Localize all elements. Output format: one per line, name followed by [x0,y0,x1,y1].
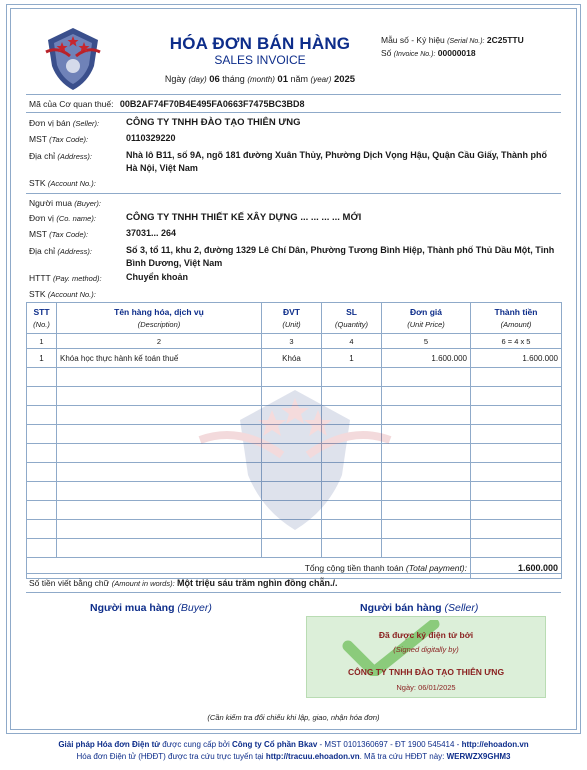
header-description [57,303,262,334]
item-description: Khóa học thực hành kế toán thuế [57,349,262,368]
footer-text: . Mã tra cứu HĐĐT này: [359,752,445,761]
divider [26,592,561,593]
header-en: (Unit Price) [407,319,445,329]
invoice-title: HÓA ĐƠN BÁN HÀNG [169,34,351,53]
date-month-label: tháng [222,74,245,84]
header-en: (Description) [137,319,181,329]
total-value: 1.600.000 [471,558,562,579]
divider [26,94,561,95]
seller-unit-label [29,118,99,128]
company-logo [40,22,106,94]
buyer-unit-label [29,213,96,223]
index-cell: 3 [262,334,322,349]
total-row [27,558,562,579]
divider [26,193,561,194]
tax-authority-code-value: 00B2AF74F70B4E495FA0663F7475BC3BD8 [119,99,305,109]
seller-address-label [29,151,92,161]
invoice-no-en: (Invoice No.): [393,51,436,58]
index-cell: 6 = 4 x 5 [471,334,562,349]
label-en: (Tax Code): [49,230,89,239]
lookup-code: WERWZX9GHM3 [446,752,511,761]
label-en: (Pay. method): [52,274,102,283]
item-quantity: 1 [322,349,382,368]
buyer-sign-label: Người mua hàng [90,602,175,614]
total-label: Tổng cộng tiền thanh toán [304,563,404,573]
label-text: Địa chỉ [29,151,55,161]
index-cell: 2 [57,334,262,349]
date-month-en: (month) [247,75,275,84]
date-day-label: Ngày [164,74,186,84]
seller-unit-value: CÔNG TY TNHH ĐÀO TẠO THIÊN ƯNG [126,117,301,128]
header-text: STT [33,306,50,317]
amount-in-words [29,578,338,588]
seller-stk-label [29,178,96,188]
table-row [27,349,562,368]
index-cell: 1 [27,334,57,349]
label-en: (Address): [57,247,92,256]
label-text: HTTT [29,273,51,283]
header-en: (Amount) [500,319,532,329]
seller-sign-label: Người bán hàng [360,602,442,614]
date-year-en: (year) [310,75,332,84]
date-year-value: 2025 [333,74,356,85]
seller-mst-value: 0110329220 [126,133,176,143]
signed-date: Ngày: 06/01/2025 [396,683,456,692]
header-text: Thành tiền [494,306,538,317]
label-en: (Account No.): [47,179,96,188]
label-text: Người mua [29,198,72,208]
buyer-stk-label [29,289,96,299]
header-en: (No.) [33,319,50,329]
index-cell: 4 [322,334,382,349]
words-value: Một triệu sáu trăm nghìn đồng chẵn./. [177,578,338,588]
item-no: 1 [27,349,57,368]
total-label-cell [27,558,471,579]
item-unit-price: 1.600.000 [382,349,471,368]
footer-link-ehoadon[interactable]: http://ehoadon.vn [461,740,529,749]
table-header-row [27,303,562,334]
label-text: Đơn vị [29,213,54,223]
footer-text: Giải pháp Hóa đơn Điện tử [58,740,161,749]
buyer-sign-en: (Buyer) [177,602,212,614]
label-en: (Address): [57,152,92,161]
seller-mst-label [29,134,88,144]
serial-label: Mẫu số - Ký hiệu [381,35,445,45]
footer-line-1 [0,740,587,749]
header-unit-price [382,303,471,334]
header-en: (Unit) [282,319,301,329]
seller-sign-en: (Seller) [444,602,479,614]
seller-signature-heading [360,602,478,614]
label-text: MST [29,229,47,239]
header-unit [262,303,322,334]
header-text: Tên hàng hóa, dịch vụ [114,306,204,317]
header-amount [471,303,562,334]
date-day-en: (day) [188,75,207,84]
serial-number [381,35,524,45]
date-day-value: 06 [209,74,220,85]
label-text: STK [29,178,46,188]
serial-en: (Serial No.): [447,38,485,45]
date-year-label: năm [290,74,309,84]
buyer-address-value: Số 3, tổ 11, khu 2, đường 1329 Lê Chí Dân, Phường Tương Bình Hiệp, Thành phố Thủ Dầu Một, Tỉnh Bình Dương, Việt Nam [126,245,555,268]
footer-text: được cung cấp bởi [162,740,230,749]
words-en: (Amount in words): [111,579,175,588]
label-text: Địa chỉ [29,246,55,256]
header-text: Đơn giá [409,306,443,317]
watermark-logo [190,370,400,540]
header-text: SL [346,306,357,317]
footer-text: Công ty Cổ phần Bkav [231,740,318,749]
serial-value: 2C25TTU [486,35,524,45]
verification-note: (Cần kiểm tra đối chiếu khi lập, giao, nhận hóa đơn) [207,713,380,722]
invoice-date [120,74,400,85]
divider [26,112,561,113]
index-cell: 5 [382,334,471,349]
label-en: (Co. name): [56,214,96,223]
table-row-empty [27,539,562,558]
label-text: Đơn vị bán [29,118,71,128]
label-text: MST [29,134,47,144]
buyer-name-label [29,198,101,208]
signed-line-2: (Signed digitally by) [393,645,459,654]
label-en: (Seller): [72,119,100,128]
tax-authority-code-row [29,99,304,109]
buyer-mst-value: 37031... 264 [126,228,177,238]
words-label: Số tiền viết bằng chữ [29,578,110,588]
header-no [27,303,57,334]
label-en: (Buyer): [74,199,101,208]
header-text: ĐVT [283,306,300,317]
seller-address-value: Nhà lô B11, số 9A, ngõ 181 đường Xuân Thủy, Phường Dịch Vọng Hậu, Quận Cầu Giấy, Thành phố Hà Nội, Việt Nam [126,150,548,173]
buyer-unit-value: CÔNG TY TNHH THIẾT KẾ XÂY DỰNG ... ... ... ... MỚI [126,212,362,223]
footer-link-tracuu[interactable]: http://tracuu.ehoadon.vn [265,752,360,761]
invoice-subtitle: SALES INVOICE [214,53,306,67]
signed-company: CÔNG TY TNHH ĐÀO TẠO THIÊN ƯNG [347,667,505,677]
invoice-no-label: Số [381,48,392,58]
total-en: (Total payment): [405,563,467,573]
footer-text: Hóa đơn Điện tử (HĐĐT) được tra cứu trực tuyến tại [76,752,264,761]
label-en: (Tax Code): [49,135,89,144]
header-en: (Quantity) [335,319,368,329]
table-index-row [27,334,562,349]
buyer-address-label [29,246,92,256]
invoice-number [381,48,476,58]
tax-authority-code-label: Mã của Cơ quan thuế: [29,99,114,109]
buyer-method-value: Chuyển khoản [126,272,189,282]
buyer-signature-heading [90,602,212,614]
date-month-value: 01 [277,74,288,85]
divider [26,573,561,574]
footer-text: - MST 0101360697 - ĐT 1900 545414 - [319,740,460,749]
footer-line-2 [0,752,587,761]
signed-line-1: Đã được ký điện tử bởi [378,630,474,640]
label-en: (Account No.): [47,290,96,299]
buyer-mst-label [29,229,88,239]
item-amount: 1.600.000 [471,349,562,368]
item-unit: Khóa [262,349,322,368]
header-quantity [322,303,382,334]
buyer-method-label [29,273,102,283]
invoice-no-value: 00000018 [437,48,476,58]
label-text: STK [29,289,46,299]
